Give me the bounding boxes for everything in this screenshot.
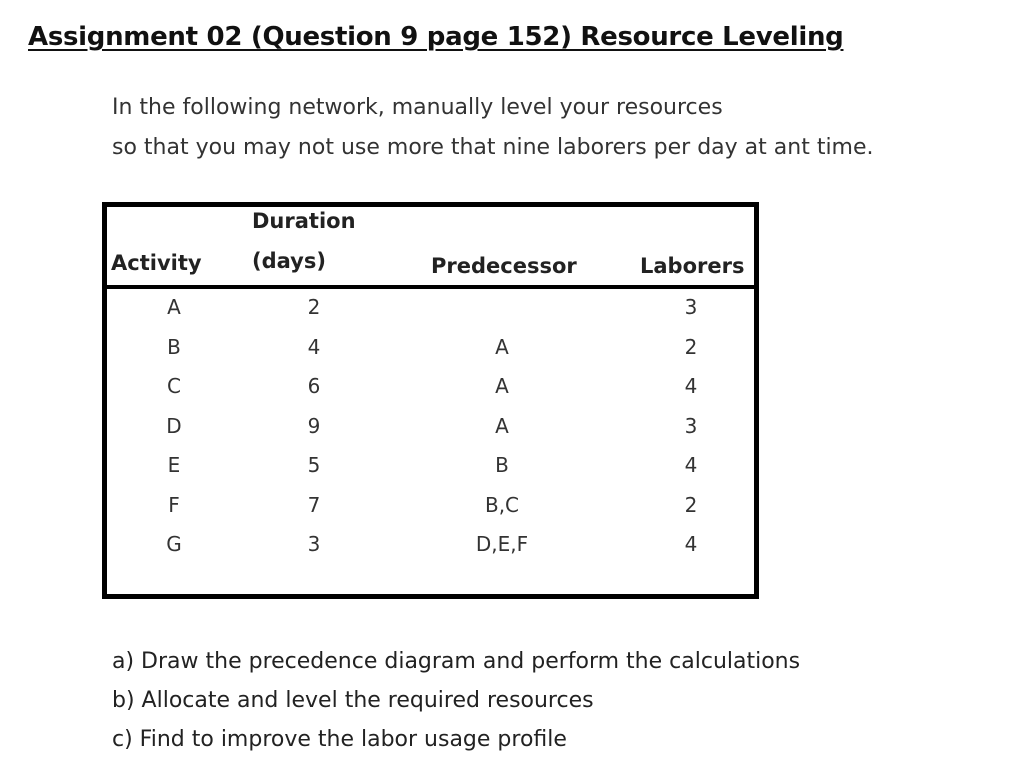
- table-cell-predecessor: A: [495, 334, 509, 359]
- table-cell-activity: A: [167, 295, 181, 319]
- table-cell-duration: 4: [307, 334, 321, 359]
- table-cell-activity: B: [167, 334, 181, 359]
- table-cell-laborers: 3: [684, 413, 698, 438]
- table-cell-duration: 6: [307, 374, 321, 398]
- header-divider: [107, 285, 754, 289]
- table-cell-laborers: 4: [684, 532, 698, 556]
- header-laborers: Laborers: [640, 254, 745, 278]
- table-cell-laborers: 2: [684, 334, 698, 359]
- table-cell-laborers: 2: [684, 492, 698, 517]
- table-cell-predecessor: A: [495, 374, 509, 398]
- table-cell-activity: C: [167, 374, 181, 398]
- header-activity: Activity: [111, 251, 202, 275]
- question-item: b) Allocate and level the required resources: [112, 688, 594, 713]
- table-cell-duration: 9: [307, 413, 321, 438]
- question-item: a) Draw the precedence diagram and perform the calculations: [112, 649, 801, 674]
- table-cell-activity: D: [166, 413, 182, 438]
- table-cell-predecessor: A: [495, 413, 509, 438]
- questions-list: [112, 642, 800, 759]
- page-title: Assignment 02 (Question 9 page 152) Resource Leveling: [28, 22, 844, 52]
- table-cell-duration: 5: [307, 453, 321, 477]
- intro-paragraph: [112, 88, 874, 168]
- table-cell-duration: 3: [307, 532, 321, 556]
- table-cell-activity: E: [167, 453, 181, 477]
- activity-table: [102, 202, 759, 599]
- table-cell-duration: 2: [307, 295, 321, 319]
- table-cell-activity: F: [168, 492, 180, 517]
- table-cell-duration: 7: [307, 492, 321, 517]
- table-cell-laborers: 3: [684, 295, 698, 319]
- table-cell-predecessor: B,C: [484, 492, 520, 517]
- table-cell-laborers: 4: [684, 453, 698, 477]
- table-cell-predecessor: B: [495, 453, 509, 477]
- intro-line: so that you may not use more that nine laborers per day at ant time.: [112, 135, 874, 160]
- question-item: c) Find to improve the labor usage profile: [112, 727, 567, 752]
- table-cell-activity: G: [166, 532, 182, 556]
- header-predecessor: Predecessor: [431, 254, 577, 278]
- table-cell-laborers: 4: [684, 374, 698, 398]
- table-cell-predecessor: D,E,F: [475, 532, 529, 556]
- header-duration-line1: Duration: [252, 209, 356, 233]
- intro-line: In the following network, manually level your resources: [112, 95, 723, 120]
- header-duration-line2: (days): [252, 249, 326, 273]
